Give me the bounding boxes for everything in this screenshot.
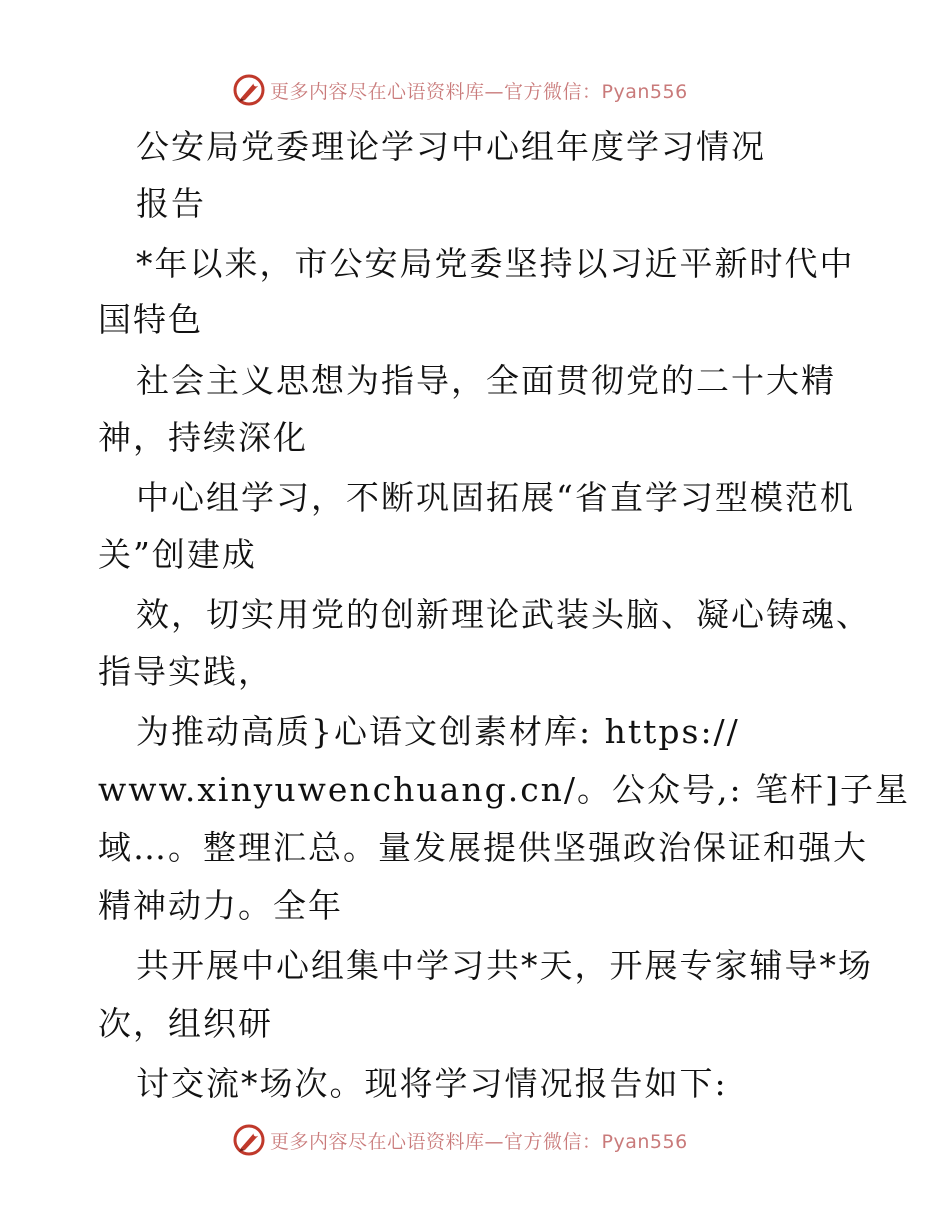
pen-logo-icon (232, 73, 266, 107)
paragraph-line: www.xinyuwenchuang.cn/。公众号,: 笔杆]子星 (98, 770, 911, 809)
watermark-text: 更多内容尽在心语资料库—官方微信：Pyan556 (270, 80, 688, 103)
pen-logo-icon (232, 1123, 266, 1157)
watermark-footer (232, 1122, 688, 1158)
document-title-line-1: 公安局党委理论学习中心组年度学习情况 (136, 127, 766, 166)
paragraph-line: 域…。整理汇总。量发展提供坚强政治保证和强大 (98, 828, 868, 867)
paragraph-line: 讨交流*场次。现将学习情况报告如下: (136, 1064, 728, 1103)
paragraph-line: 次，组织研 (98, 1004, 273, 1043)
paragraph-line: 中心组学习，不断巩固拓展“省直学习型模范机 (136, 478, 855, 517)
paragraph-line: 共开展中心组集中学习共*天，开展专家辅导*场 (136, 946, 873, 985)
paragraph-line: 为推动高质}心语文创素材库: https:// (136, 712, 740, 751)
paragraph-line: 精神动力。全年 (98, 886, 343, 925)
paragraph-line: 指导实践， (98, 652, 273, 691)
paragraph-line: 国特色 (98, 300, 203, 339)
paragraph-line: 社会主义思想为指导，全面贯彻党的二十大精 (136, 361, 836, 400)
document-title-line-2: 报告 (136, 184, 206, 223)
paragraph-line: 神，持续深化 (98, 418, 308, 457)
watermark-header (232, 72, 688, 108)
paragraph-line: 关”创建成 (98, 535, 257, 574)
paragraph-line: *年以来，市公安局党委坚持以习近平新时代中 (136, 244, 855, 283)
watermark-text: 更多内容尽在心语资料库—官方微信：Pyan556 (270, 1130, 688, 1153)
paragraph-line: 效，切实用党的创新理论武装头脑、凝心铸魂、 (136, 595, 871, 634)
